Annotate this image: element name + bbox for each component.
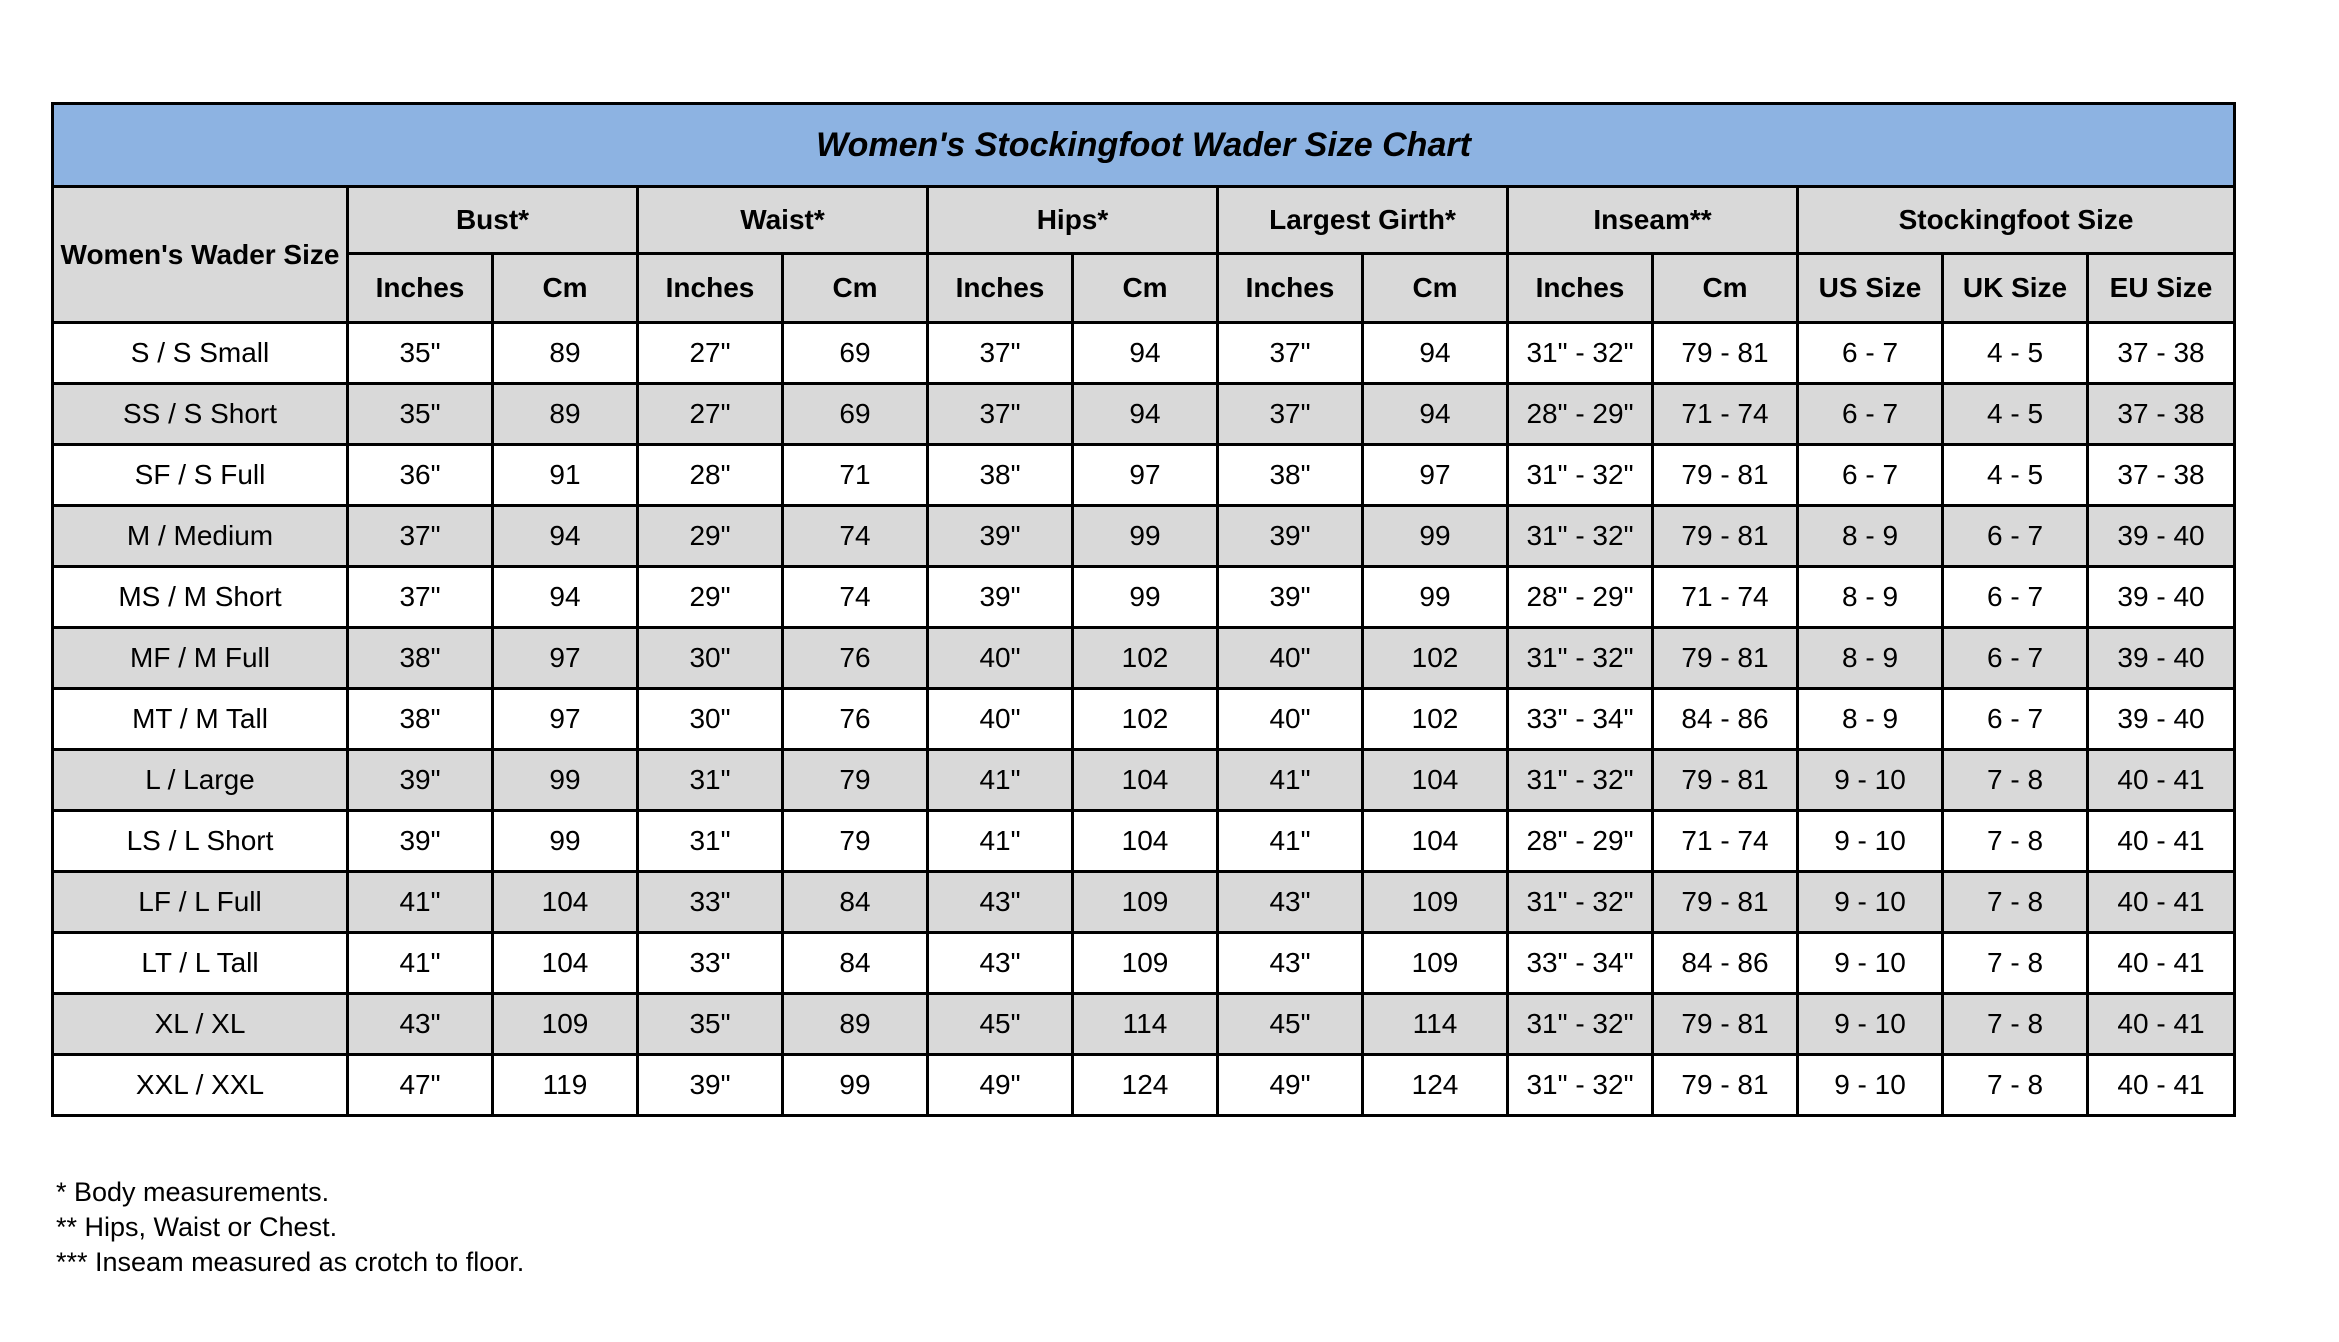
size-chart-table [51, 102, 2236, 1117]
table-cell: 45" [928, 994, 1073, 1055]
table-cell: 37" [1218, 323, 1363, 384]
table-cell: 71 - 74 [1653, 811, 1798, 872]
size-label-cell: MF / M Full [53, 628, 348, 689]
table-cell: 31" [638, 750, 783, 811]
table-cell: 124 [1073, 1055, 1218, 1116]
unit-header: Inches [928, 254, 1073, 323]
table-cell: 99 [1073, 506, 1218, 567]
table-cell: 9 - 10 [1798, 750, 1943, 811]
table-cell: 109 [1363, 933, 1508, 994]
row-header-label: Women's Wader Size [53, 187, 348, 323]
table-cell: 31" - 32" [1508, 628, 1653, 689]
table-cell: 40 - 41 [2088, 750, 2235, 811]
table-cell: 27" [638, 323, 783, 384]
table-cell: 94 [1073, 384, 1218, 445]
table-cell: 89 [783, 994, 928, 1055]
table-cell: 8 - 9 [1798, 506, 1943, 567]
chart-title: Women's Stockingfoot Wader Size Chart [53, 104, 2235, 187]
table-cell: 27" [638, 384, 783, 445]
table-cell: 6 - 7 [1798, 323, 1943, 384]
unit-header: EU Size [2088, 254, 2235, 323]
table-cell: 109 [493, 994, 638, 1055]
table-cell: 28" [638, 445, 783, 506]
table-cell: 35" [348, 323, 493, 384]
group-header: Largest Girth* [1218, 187, 1508, 254]
table-cell: 8 - 9 [1798, 567, 1943, 628]
table-cell: 9 - 10 [1798, 872, 1943, 933]
table-cell: 41" [928, 811, 1073, 872]
table-cell: 99 [1363, 567, 1508, 628]
table-cell: 94 [1073, 323, 1218, 384]
table-cell: 84 [783, 933, 928, 994]
table-cell: 41" [1218, 750, 1363, 811]
size-label-cell: MS / M Short [53, 567, 348, 628]
table-cell: 39" [928, 567, 1073, 628]
table-cell: 99 [783, 1055, 928, 1116]
table-cell: 71 [783, 445, 928, 506]
table-cell: 49" [1218, 1055, 1363, 1116]
size-label-cell: XL / XL [53, 994, 348, 1055]
table-cell: 31" - 32" [1508, 872, 1653, 933]
table-cell: 30" [638, 689, 783, 750]
table-cell: 36" [348, 445, 493, 506]
table-cell: 37" [928, 384, 1073, 445]
table-cell: 38" [348, 689, 493, 750]
table-cell: 28" - 29" [1508, 567, 1653, 628]
group-header: Waist* [638, 187, 928, 254]
table-cell: 109 [1073, 933, 1218, 994]
footnote: *** Inseam measured as crotch to floor. [56, 1247, 525, 1277]
unit-header-row [53, 254, 2235, 323]
title-row [53, 104, 2235, 187]
table-cell: 39" [928, 506, 1073, 567]
table-cell: 37" [348, 506, 493, 567]
table-cell: 69 [783, 323, 928, 384]
unit-header: Inches [1218, 254, 1363, 323]
table-cell: 38" [928, 445, 1073, 506]
table-cell: 39" [1218, 567, 1363, 628]
table-cell: 79 - 81 [1653, 323, 1798, 384]
footnote: ** Hips, Waist or Chest. [56, 1212, 338, 1242]
table-cell: 76 [783, 628, 928, 689]
table-cell: 29" [638, 567, 783, 628]
table-cell: 29" [638, 506, 783, 567]
table-cell: 114 [1363, 994, 1508, 1055]
table-cell: 37 - 38 [2088, 323, 2235, 384]
table-cell: 102 [1073, 628, 1218, 689]
table-cell: 99 [1073, 567, 1218, 628]
table-row [53, 872, 2235, 933]
table-row [53, 689, 2235, 750]
table-cell: 97 [1073, 445, 1218, 506]
table-cell: 39 - 40 [2088, 567, 2235, 628]
table-cell: 94 [493, 506, 638, 567]
table-cell: 40" [1218, 628, 1363, 689]
table-cell: 31" - 32" [1508, 323, 1653, 384]
table-cell: 35" [348, 384, 493, 445]
table-cell: 104 [1363, 811, 1508, 872]
table-row [53, 994, 2235, 1055]
table-body [53, 323, 2235, 1116]
table-cell: 104 [1363, 750, 1508, 811]
table-cell: 37 - 38 [2088, 384, 2235, 445]
table-cell: 79 - 81 [1653, 872, 1798, 933]
table-cell: 99 [493, 750, 638, 811]
table-cell: 7 - 8 [1943, 811, 2088, 872]
table-cell: 33" [638, 933, 783, 994]
table-cell: 38" [348, 628, 493, 689]
table-cell: 43" [928, 872, 1073, 933]
size-label-cell: SF / S Full [53, 445, 348, 506]
table-cell: 40 - 41 [2088, 1055, 2235, 1116]
table-cell: 104 [493, 933, 638, 994]
table-cell: 79 - 81 [1653, 628, 1798, 689]
table-row [53, 323, 2235, 384]
table-cell: 4 - 5 [1943, 384, 2088, 445]
table-cell: 6 - 7 [1943, 689, 2088, 750]
table-cell: 9 - 10 [1798, 994, 1943, 1055]
table-cell: 7 - 8 [1943, 750, 2088, 811]
table-cell: 40" [1218, 689, 1363, 750]
table-cell: 35" [638, 994, 783, 1055]
table-cell: 39 - 40 [2088, 506, 2235, 567]
size-label-cell: XXL / XXL [53, 1055, 348, 1116]
table-cell: 102 [1363, 689, 1508, 750]
table-cell: 97 [493, 689, 638, 750]
table-cell: 31" - 32" [1508, 994, 1653, 1055]
table-cell: 84 [783, 872, 928, 933]
table-cell: 89 [493, 384, 638, 445]
table-cell: 91 [493, 445, 638, 506]
table-cell: 45" [1218, 994, 1363, 1055]
table-row [53, 750, 2235, 811]
table-cell: 37" [928, 323, 1073, 384]
footnote: * Body measurements. [56, 1177, 330, 1207]
table-cell: 39 - 40 [2088, 628, 2235, 689]
table-cell: 71 - 74 [1653, 567, 1798, 628]
unit-header: Cm [1653, 254, 1798, 323]
table-row [53, 567, 2235, 628]
table-cell: 7 - 8 [1943, 933, 2088, 994]
table-cell: 43" [1218, 933, 1363, 994]
size-label-cell: LS / L Short [53, 811, 348, 872]
table-cell: 119 [493, 1055, 638, 1116]
table-row [53, 506, 2235, 567]
table-cell: 79 - 81 [1653, 506, 1798, 567]
table-cell: 79 - 81 [1653, 1055, 1798, 1116]
unit-header: Inches [1508, 254, 1653, 323]
table-cell: 40 - 41 [2088, 933, 2235, 994]
unit-header: Inches [638, 254, 783, 323]
table-cell: 37" [1218, 384, 1363, 445]
table-cell: 109 [1363, 872, 1508, 933]
size-label-cell: LT / L Tall [53, 933, 348, 994]
table-cell: 31" - 32" [1508, 1055, 1653, 1116]
table-cell: 7 - 8 [1943, 994, 2088, 1055]
table-cell: 97 [493, 628, 638, 689]
table-cell: 9 - 10 [1798, 933, 1943, 994]
table-cell: 79 - 81 [1653, 994, 1798, 1055]
group-header: Hips* [928, 187, 1218, 254]
table-cell: 4 - 5 [1943, 445, 2088, 506]
table-row [53, 628, 2235, 689]
table-cell: 94 [1363, 384, 1508, 445]
table-cell: 79 [783, 811, 928, 872]
table-cell: 31" - 32" [1508, 750, 1653, 811]
group-header: Inseam** [1508, 187, 1798, 254]
table-cell: 40 - 41 [2088, 811, 2235, 872]
group-header: Stockingfoot Size [1798, 187, 2235, 254]
table-cell: 8 - 9 [1798, 689, 1943, 750]
unit-header: Inches [348, 254, 493, 323]
table-cell: 41" [348, 872, 493, 933]
table-cell: 6 - 7 [1798, 445, 1943, 506]
unit-header: US Size [1798, 254, 1943, 323]
group-header: Bust* [348, 187, 638, 254]
table-cell: 41" [928, 750, 1073, 811]
table-cell: 39" [1218, 506, 1363, 567]
table-cell: 104 [1073, 811, 1218, 872]
unit-header: Cm [1073, 254, 1218, 323]
table-cell: 33" [638, 872, 783, 933]
table-cell: 97 [1363, 445, 1508, 506]
table-cell: 39" [348, 811, 493, 872]
table-row [53, 1055, 2235, 1116]
table-cell: 84 - 86 [1653, 933, 1798, 994]
table-cell: 74 [783, 506, 928, 567]
table-cell: 39" [348, 750, 493, 811]
table-cell: 89 [493, 323, 638, 384]
table-cell: 40" [928, 628, 1073, 689]
size-label-cell: LF / L Full [53, 872, 348, 933]
table-row [53, 445, 2235, 506]
table-cell: 28" - 29" [1508, 811, 1653, 872]
table-cell: 47" [348, 1055, 493, 1116]
table-cell: 6 - 7 [1943, 506, 2088, 567]
table-cell: 99 [1363, 506, 1508, 567]
table-cell: 39" [638, 1055, 783, 1116]
table-row [53, 933, 2235, 994]
footnotes [56, 1175, 524, 1280]
table-cell: 8 - 9 [1798, 628, 1943, 689]
table-cell: 6 - 7 [1943, 628, 2088, 689]
table-cell: 71 - 74 [1653, 384, 1798, 445]
table-cell: 4 - 5 [1943, 323, 2088, 384]
table-cell: 31" [638, 811, 783, 872]
table-cell: 9 - 10 [1798, 1055, 1943, 1116]
table-cell: 124 [1363, 1055, 1508, 1116]
table-cell: 40" [928, 689, 1073, 750]
table-cell: 7 - 8 [1943, 1055, 2088, 1116]
unit-header: UK Size [1943, 254, 2088, 323]
table-cell: 9 - 10 [1798, 811, 1943, 872]
table-cell: 99 [493, 811, 638, 872]
size-label-cell: SS / S Short [53, 384, 348, 445]
table-cell: 41" [348, 933, 493, 994]
table-cell: 6 - 7 [1798, 384, 1943, 445]
table-cell: 33" - 34" [1508, 933, 1653, 994]
table-cell: 74 [783, 567, 928, 628]
table-cell: 102 [1363, 628, 1508, 689]
table-cell: 79 [783, 750, 928, 811]
table-cell: 37" [348, 567, 493, 628]
table-cell: 38" [1218, 445, 1363, 506]
table-cell: 39 - 40 [2088, 689, 2235, 750]
unit-header: Cm [1363, 254, 1508, 323]
table-cell: 102 [1073, 689, 1218, 750]
table-row [53, 384, 2235, 445]
table-row [53, 811, 2235, 872]
table-cell: 6 - 7 [1943, 567, 2088, 628]
table-cell: 79 - 81 [1653, 445, 1798, 506]
table-cell: 104 [493, 872, 638, 933]
table-cell: 76 [783, 689, 928, 750]
table-cell: 31" - 32" [1508, 445, 1653, 506]
table-cell: 69 [783, 384, 928, 445]
size-label-cell: M / Medium [53, 506, 348, 567]
table-cell: 30" [638, 628, 783, 689]
size-label-cell: S / S Small [53, 323, 348, 384]
table-cell: 7 - 8 [1943, 872, 2088, 933]
table-cell: 33" - 34" [1508, 689, 1653, 750]
table-cell: 40 - 41 [2088, 872, 2235, 933]
size-label-cell: L / Large [53, 750, 348, 811]
table-cell: 28" - 29" [1508, 384, 1653, 445]
table-cell: 49" [928, 1055, 1073, 1116]
unit-header: Cm [493, 254, 638, 323]
table-cell: 84 - 86 [1653, 689, 1798, 750]
table-cell: 40 - 41 [2088, 994, 2235, 1055]
table-cell: 31" - 32" [1508, 506, 1653, 567]
table-cell: 94 [493, 567, 638, 628]
table-cell: 104 [1073, 750, 1218, 811]
table-cell: 94 [1363, 323, 1508, 384]
size-label-cell: MT / M Tall [53, 689, 348, 750]
table-cell: 114 [1073, 994, 1218, 1055]
table-cell: 79 - 81 [1653, 750, 1798, 811]
unit-header: Cm [783, 254, 928, 323]
table-cell: 41" [1218, 811, 1363, 872]
table-cell: 109 [1073, 872, 1218, 933]
group-header-row [53, 187, 2235, 254]
table-cell: 43" [1218, 872, 1363, 933]
table-cell: 37 - 38 [2088, 445, 2235, 506]
table-cell: 43" [928, 933, 1073, 994]
table-cell: 43" [348, 994, 493, 1055]
